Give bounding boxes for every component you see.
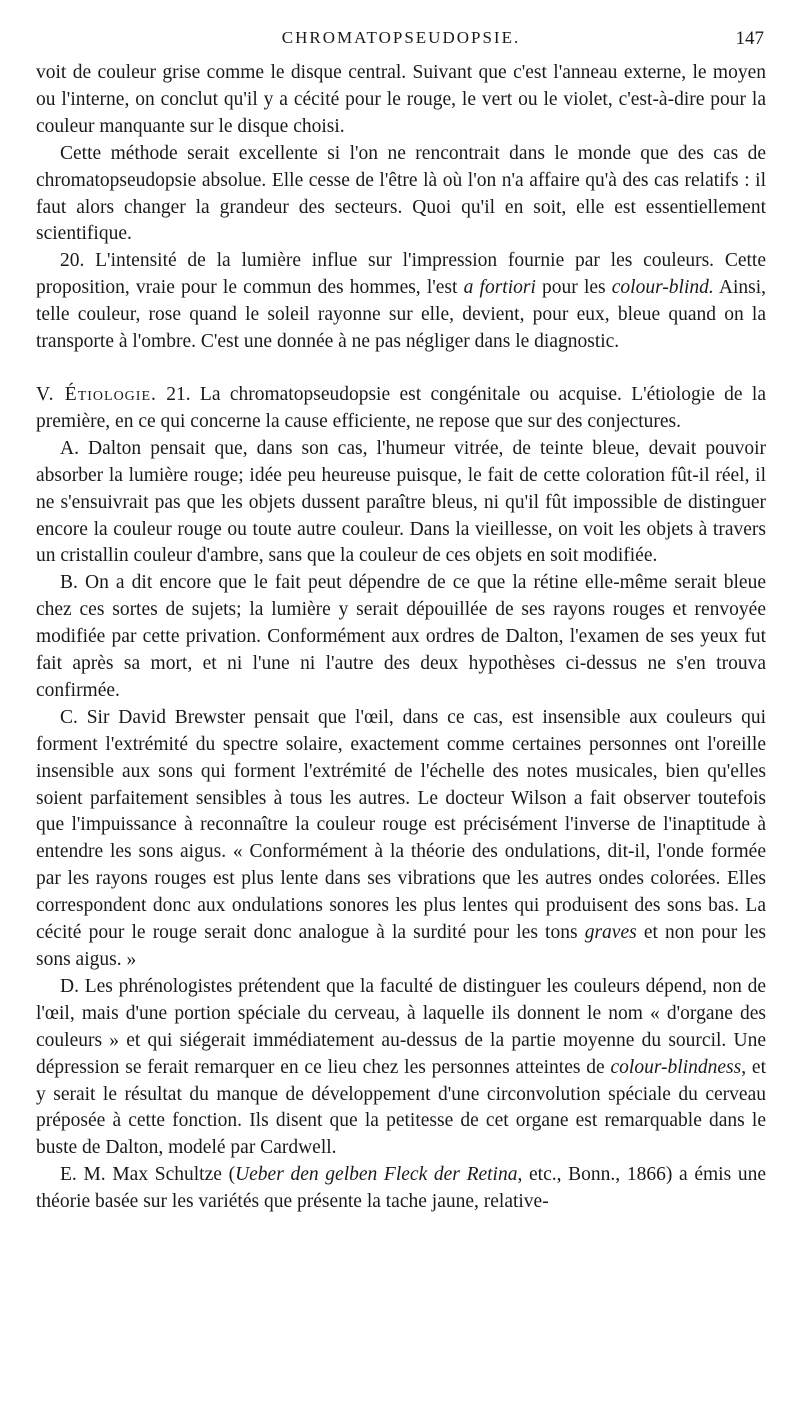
running-title: CHROMATOPSEUDOPSIE.	[281, 28, 521, 47]
paragraph-20	[36, 248, 766, 356]
section-heading-etiologie: V. Étiologie.	[36, 383, 157, 405]
body-text	[36, 60, 766, 1216]
paragraph-c-text-a: C. Sir David Brewster pensait que l'œil, dans ce cas, est insensible aux couleurs qui forment l'extrémité du spectre solaire, exactement comme certaines personnes ont l'oreille insensible aux sons qui forment l'extrémité de l'échelle des notes musicales, bien qu'elles soient parfaitement sensibles à tous les autres. Le docteur Wilson a fait observer toutefois que l'impuissance à reconnaître la couleur rouge est précisément l'inverse de l'inaptitude à entendre les sons aigus. « Conformément à la théorie des ondulations, dit-il, l'onde formée par les rayons rouges est plus lente dans ses vibrations que les autres ondes colorées. Elles correspondent donc aux ondulations sonores les plus lentes qui produisent des sons bas. La cécité pour le rouge serait donc analogue à la surdité pour les tons	[36, 706, 766, 944]
page-number: 147	[735, 28, 764, 49]
paragraph-20-text-c: pour les	[535, 277, 612, 299]
paragraph-d-text-a: D. Les phrénologistes prétendent que la faculté de distinguer les couleurs dépend, non de l'œil, mais d'une portion spéciale du cerveau, à laquelle ils donnent le nom « d'organe des couleurs » et qui siégerait immédiatement au-dessus de la partie moyenne du sourcil. Une dépression se ferait remarquer en ce lieu chez les personnes atteintes de	[36, 975, 766, 1078]
italic-graves: graves	[584, 922, 637, 944]
paragraph-d-phrenologistes	[36, 974, 766, 1162]
paragraph-e-text-c: , etc., Bonn., 1866) a émis une théorie basée sur les variétés que présente la tache jaune, relative-	[36, 1164, 766, 1213]
paragraph-b-retine: B. On a dit encore que le fait peut dépendre de ce que la rétine elle-même serait bleue chez ces sortes de sujets; la lumière y serait dépouillée de ses rayons rouges et renvoyée modifiée par cette privation. Conformément aux ordres de Dalton, l'examen de ses yeux fut fait après sa mort, et ni l'une ni l'autre des deux hypothèses ci-dessus ne s'en trouva confirmée.	[36, 572, 766, 701]
italic-book-title: Ueber den gelben Fleck der Retina	[235, 1164, 518, 1186]
page-header	[36, 28, 766, 56]
paragraph-21-text: 21. La chromatopseudopsie est congénitale ou acquise. L'étiologie de la première, en ce qui concerne la cause efficiente, ne repose que sur des conjectures.	[36, 383, 766, 432]
section-gap	[36, 356, 766, 382]
paragraph-e-text-a: E. M. Max Schultze (	[60, 1164, 236, 1186]
paragraph-c-text-c: et non pour les sons aigus. »	[36, 922, 766, 970]
paragraph-20-text-e: Ainsi, telle couleur, rose quand le soleil rayonne sur elle, devient, pour eux, bleue quand on la transporte à l'ombre. C'est une donnée à ne pas négliger dans le diagnostic.	[36, 277, 766, 353]
paragraph-a-dalton: A. Dalton pensait que, dans son cas, l'humeur vitrée, de teinte bleue, devait pouvoir absorber la lumière rouge; idée peu heureuse puisque, le fait de cette coloration fût-il réel, il ne s'ensuivrait pas que les objets dussent paraître bleus, ni qu'il fût impossible de distinguer encore la couleur rouge ou toute autre couleur. Dans la vieillesse, on voit les objets à travers un cristallin couleur d'ambre, sans que la couleur de ces objets en soit modifiée.	[36, 437, 766, 567]
paragraph-c-brewster	[36, 705, 766, 974]
paragraph-e-schultze	[36, 1162, 766, 1216]
paragraph-21	[36, 382, 766, 436]
paragraph-20-text-a: 20. L'intensité de la lumière influe sur l'impression fournie par les couleurs. Cette proposition, vraie pour le commun des hommes, l'est	[36, 250, 766, 299]
paragraph-method: Cette méthode serait excellente si l'on ne rencontrait dans le monde que des cas de chromatopseudopsie absolue. Elle cesse de l'être là où l'on n'a affaire qu'à des cas relatifs : il faut alors changer la grandeur des secteurs. Quoi qu'il en soit, elle est essentiellement scientifique.	[36, 142, 766, 245]
italic-colour-blindness: colour-blindness	[610, 1056, 742, 1078]
paragraph-continuation: voit de couleur grise comme le disque central. Suivant que c'est l'anneau externe, le moyen ou l'interne, on conclut qu'il y a cécité pour le rouge, le vert ou le violet, c'est-à-dire pour la couleur manquante sur le disque choisi.	[36, 62, 766, 137]
italic-colour-blind: colour-blind.	[611, 277, 714, 299]
italic-a-fortiori: a fortiori	[463, 277, 536, 299]
paragraph-d-text-c: , et y serait le résultat du manque de développement d'une circonvolution spéciale du cerveau préposée à cette fonction. Ils disent que la petitesse de cet organe est remarquable dans le buste de Dalton, modelé par Cardwell.	[36, 1056, 766, 1159]
